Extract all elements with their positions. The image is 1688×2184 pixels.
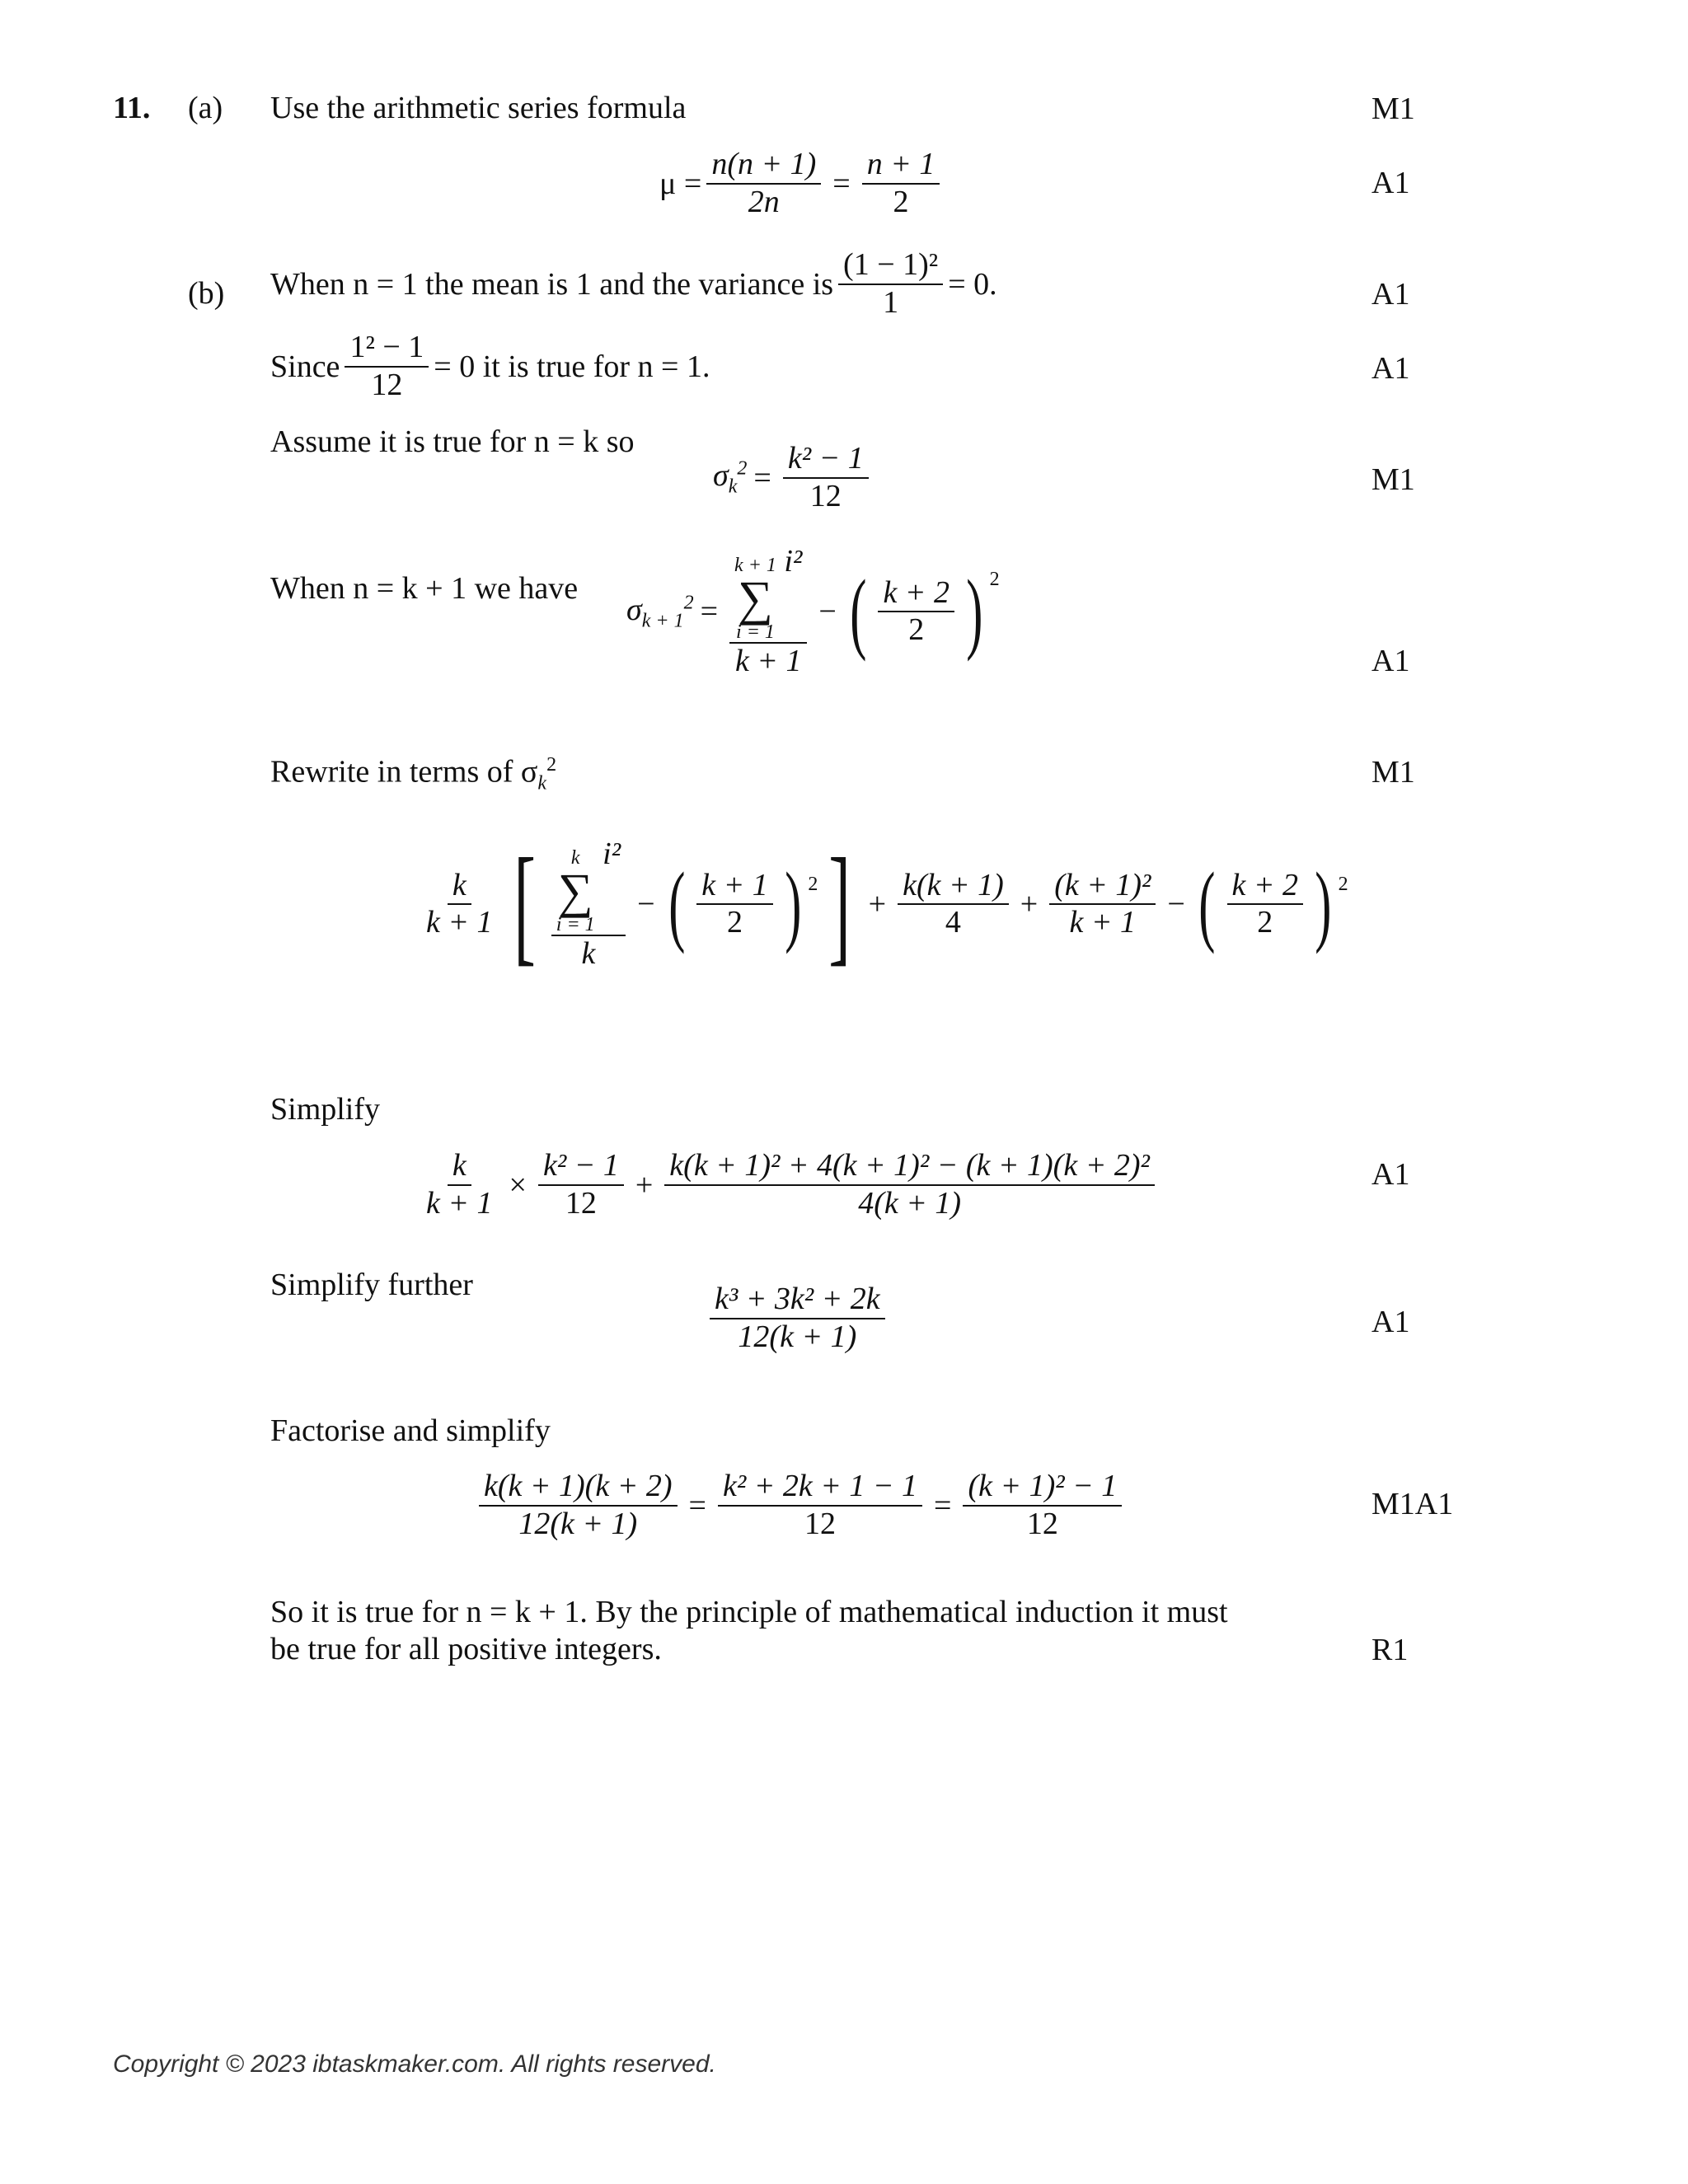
simp-k2-over-12 (538, 1148, 624, 1221)
sum-numerator-k (551, 837, 626, 936)
since-suffix: = 0 it is true for n = 1. (434, 349, 710, 384)
question-number: 11. (113, 91, 151, 125)
kk1-over-4-fraction (898, 868, 1009, 941)
fact-num-1: k(k + 1)(k + 2) (479, 1469, 678, 1507)
part-a-instruction: Use the arithmetic series formula (270, 91, 687, 125)
rewrite-subscript: k (537, 772, 547, 794)
kk1-num: k(k + 1) (898, 868, 1009, 906)
simp-k2-num: k² − 1 (538, 1148, 624, 1186)
summation-k1 (734, 555, 776, 642)
fact-num-2: k² + 2k + 1 − 1 (718, 1469, 922, 1507)
conclusion-line-1: So it is true for n = k + 1. By the principle of mathematical induction it must (270, 1595, 1228, 1629)
further-den: 12(k + 1) (738, 1319, 857, 1354)
since-fraction (345, 330, 429, 403)
k1sq-den: k + 1 (1069, 905, 1137, 940)
simp-k-over-k1 (421, 1148, 498, 1221)
mark-a1: M1 (1372, 91, 1415, 126)
part-b-label: (b) (188, 276, 225, 311)
fact-den-2: 12 (804, 1506, 836, 1541)
sum-fraction-k1 (729, 544, 807, 680)
copyright-footer: Copyright © 2023 ibtaskmaker.com. All rights reserved. (113, 2050, 716, 2078)
half-fraction-k2-b (1227, 868, 1304, 941)
mu-fraction-1 (706, 147, 821, 220)
mu-den-1: 2n (748, 184, 780, 219)
mark-b2: A1 (1372, 351, 1410, 386)
half-fraction-k2 (878, 575, 954, 649)
sigma-k-fraction (783, 441, 869, 514)
simp-big-num: k(k + 1)² + 4(k + 1)² − (k + 1)(k + 2)² (664, 1148, 1155, 1186)
base-variance-fraction (838, 247, 943, 321)
half-den-k1: 2 (726, 905, 743, 940)
half-fraction-k1 (696, 868, 773, 941)
mu-den-2: 2 (893, 184, 909, 219)
mark-b7: A1 (1372, 1305, 1410, 1339)
sum-term-k: i² (603, 837, 621, 871)
rewrite-label: Rewrite in terms of σ (270, 754, 538, 790)
inductive-step-text: When n = k + 1 we have (270, 571, 579, 606)
base-variance-den: 1 (883, 284, 899, 320)
sigma-k-subscript: k (728, 476, 738, 498)
simp-k-num: k (448, 1148, 471, 1186)
sigma-k-num: k² − 1 (783, 441, 869, 479)
sigma-sum-icon-2: ∑ (557, 864, 593, 918)
assume-text: Assume it is true for n = k so (270, 424, 635, 459)
sum-numerator-k1 (729, 544, 807, 644)
mu-num-1: n(n + 1) (706, 147, 821, 185)
sigma-symbol: σ (713, 457, 729, 493)
simp-k-den: k + 1 (426, 1185, 493, 1221)
base-case-tail: = 0. (948, 266, 997, 302)
simp-big-den: 4(k + 1) (858, 1185, 962, 1221)
since-line (270, 330, 710, 403)
k1sq-num: (k + 1)² (1049, 868, 1156, 906)
mark-b3: M1 (1372, 462, 1415, 497)
base-case-text: When n = 1 the mean is 1 and the variance is (270, 266, 834, 302)
sigma-k1-subscript: k + 1 (641, 610, 684, 632)
fact-den-3: 12 (1026, 1506, 1058, 1541)
k-over-k1-num: k (448, 868, 471, 906)
sigma-k-superscript: 2 (737, 457, 748, 480)
summation-k (556, 848, 595, 935)
sigma-k1-equation: $\sigma_{k + 1}^2$ = k + 1 ∑ i = 1 i² k + 1 − ( $\frac{k + 2}{2}$ ) 2 (626, 544, 1000, 678)
fact-num-3: (k + 1)² − 1 (963, 1469, 1122, 1507)
mu-lhs: μ = (659, 166, 702, 201)
half-num-k2: k + 2 (878, 575, 954, 613)
sum-fraction-k (551, 837, 626, 972)
mark-b6: A1 (1372, 1157, 1410, 1192)
simplify-further-text: Simplify further (270, 1268, 473, 1302)
mark-b5: M1 (1372, 755, 1415, 790)
factorise-text: Factorise and simplify (270, 1413, 551, 1448)
mean-equation: μ = $\frac{n(n + 1)}{2n}$ = $\frac{n + 1}{2}$ (659, 147, 945, 220)
further-fraction (710, 1282, 885, 1355)
sigma-k1-superscript: 2 (683, 591, 694, 613)
conclusion-line-2: be true for all positive integers. (270, 1632, 662, 1666)
k-over-k1-fraction (421, 868, 498, 941)
sigma-k-equation: $\sigma_k^2$ = $\frac{\text{k² − 1}}{12}$ (713, 441, 874, 514)
half-num-k2-b: k + 2 (1227, 868, 1304, 906)
half-den-k2-b: 2 (1257, 905, 1273, 940)
half-num-k1: k + 1 (696, 868, 773, 906)
kk1-den: 4 (945, 905, 961, 940)
rewrite-equation: $\frac{k}{k + 1}$ [ k ∑ i = 1 i² k − ( $\frac{k + 1}{2}$ ) 2 ] + $\frac{k(k + 1)}{4}$ + $\frac{\text{(k + 1)²}}{k + 1}$ − ( $\frac{k + 2}{2}$ ) 2 (416, 837, 1348, 972)
part-a-label: (a) (188, 91, 223, 125)
rewrite-superscript: 2 (546, 754, 557, 776)
sum-upper-limit-k: k (570, 847, 580, 869)
mark-b8: M1A1 (1372, 1487, 1454, 1521)
sigma-symbol-k1: σ (626, 592, 642, 627)
sum-den-k1: k + 1 (734, 644, 802, 678)
simplify-equation: $\frac{k}{k + 1}$ × $\frac{\text{k² − 1}}{12}$ + $\frac{\text{k(k + 1)² + 4(k + 1)² − (k + 1)(k + 2)²}}{4(k + 1)}$ (416, 1148, 1160, 1221)
sum-lower-limit-k1: i = 1 (736, 621, 775, 643)
sum-lower-limit-k: i = 1 (556, 914, 595, 935)
k-over-k1-den: k + 1 (426, 905, 493, 940)
simplify-further-equation (705, 1282, 890, 1355)
further-num: k³ + 3k² + 2k (710, 1282, 885, 1319)
mu-num-2: n + 1 (862, 147, 940, 185)
factorise-equation: $\frac{k(k + 1)(k + 2)}{12(k + 1)}$ = $\frac{\text{k² + 2k + 1 − 1}}{12}$ = $\frac{\text{(k + 1)² − 1}}{12}$ (474, 1469, 1127, 1542)
k1sq-over-k1-fraction (1049, 868, 1156, 941)
since-num: 1² − 1 (345, 330, 429, 368)
base-case-variance (270, 247, 997, 321)
sigma-k-den: 12 (809, 478, 842, 513)
simp-big-fraction (664, 1148, 1155, 1221)
mark-b4: A1 (1372, 644, 1410, 678)
half-den-k2: 2 (908, 612, 925, 648)
mark-b9: R1 (1372, 1633, 1409, 1667)
sum-upper-limit-k1: k + 1 (734, 555, 776, 576)
mu-fraction-2 (862, 147, 940, 220)
sum-den-k: k (581, 936, 596, 971)
fact-den-1: 12(k + 1) (518, 1506, 638, 1541)
rewrite-text (270, 754, 556, 795)
fact-fraction-1 (479, 1469, 678, 1542)
sigma-sum-icon: ∑ (738, 571, 773, 626)
mark-a2: A1 (1372, 166, 1410, 200)
fact-fraction-3 (963, 1469, 1122, 1542)
since-prefix: Since (270, 349, 340, 384)
sum-term-k1: i² (784, 544, 803, 579)
base-variance-num: (1 − 1)² (838, 247, 943, 285)
simp-k2-den: 12 (565, 1185, 597, 1221)
fact-fraction-2 (718, 1469, 922, 1542)
since-den: 12 (371, 367, 403, 402)
simplify-text: Simplify (270, 1092, 381, 1127)
mark-b1: A1 (1372, 277, 1410, 312)
